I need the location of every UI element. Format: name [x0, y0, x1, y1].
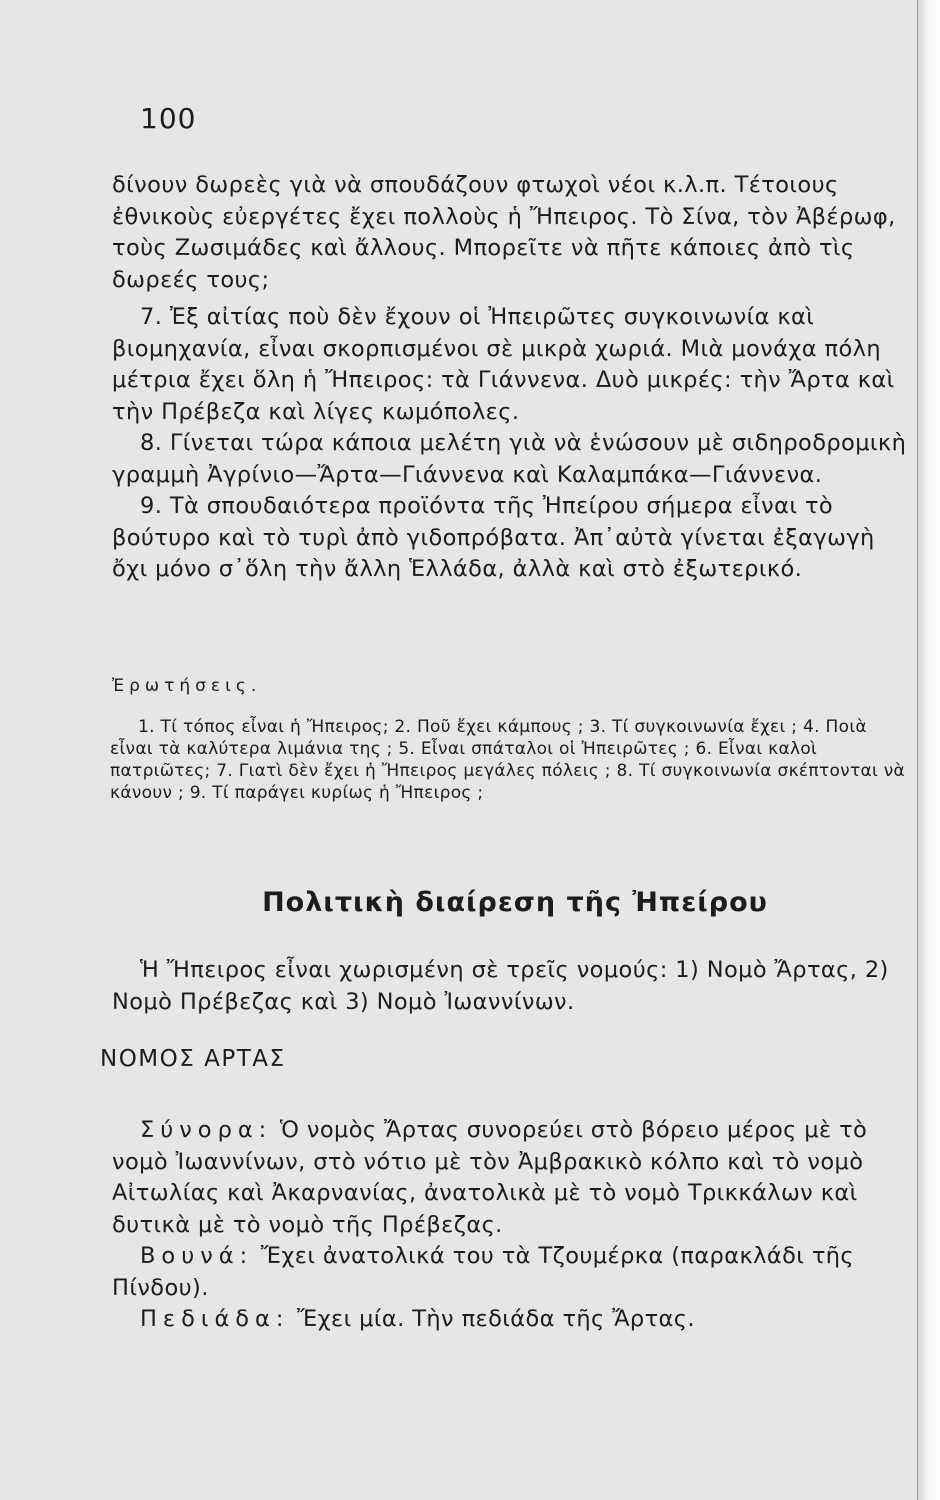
section-intro: Ἡ Ἤπειρος εἶναι χωρισμένη σὲ τρεῖς νομούς: 1) Νομὸ Ἄρτας, 2) Νομὸ Πρέβεζας καὶ 3) Νομὸ Ἰωαννίνων. — [112, 957, 889, 1015]
questions-heading: Ἐρωτήσεις. — [112, 676, 262, 696]
upper-text-block — [112, 170, 912, 586]
nomos-details-block — [112, 1115, 912, 1336]
nomos-heading: ΝΟΜΟΣ ΑΡΤΑΣ — [100, 1046, 286, 1072]
pediada-paragraph — [112, 1304, 912, 1336]
synora-label: Σύνορα: — [140, 1117, 273, 1143]
questions-text: 1. Τί τόπος εἶναι ἡ Ἤπειρος; 2. Ποῦ ἔχει κάμπους ; 3. Τί συγκοινωνία ἔχει ; 4. Ποιὰ εἶναι τὰ καλύτερα λιμάνια της ; 5. Εἶναι σπάταλοι οἱ Ἠπειρῶτες ; 6. Εἶναι καλοὶ πατριῶτες; 7. Γιατὶ δὲν ἔχει ἡ Ἤπειρος μεγάλες πόλεις ; 8. Τί συγκοινωνία σκέπτονται νὰ κάνουν ; 9. Τί παράγει κυρίως ἡ Ἤπειρος ; — [110, 717, 906, 803]
synora-paragraph — [112, 1115, 912, 1241]
page-number: 100 — [140, 102, 197, 135]
continued-paragraph: δίνουν δωρεὲς γιὰ νὰ σπουδάζουν φτωχοὶ νέοι κ.λ.π. Τέτοιους ἐθνικοὺς εὐεργέτες ἔχει πολλοὺς ἡ Ἤπειρος. Τὸ Σίνα, τὸν Ἀβέρωφ, τοὺς Ζωσιμάδες καὶ ἄλλους. Μπορεῖτε νὰ πῆτε κάποιες ἀπὸ τὶς δωρεές τους; — [112, 172, 896, 293]
section-intro-block — [112, 955, 912, 1018]
paragraph-7: 7. Ἐξ αἰτίας ποὺ δὲν ἔχουν οἱ Ἠπειρῶτες συγκοινωνία καὶ βιομηχανία, εἶναι σκορπισμένοι σὲ μικρὰ χωριά. Μιὰ μονάχα πόλη μέτρια ἔχει ὅλη ἡ Ἤπειρος: τὰ Γιάννενα. Δυὸ μικρές: τὴν Ἄρτα καὶ τὴν Πρέβεζα καὶ λίγες κωμόπολες. — [112, 304, 895, 425]
section-title: Πολιτικὴ διαίρεση τῆς Ἠπείρου — [262, 887, 768, 918]
pediada-label: Πεδιάδα: — [140, 1306, 290, 1332]
vouna-label: Βουνά: — [140, 1243, 254, 1269]
vouna-text: Ἔχει ἀνατολικά του τὰ Τζουμέρκα (παρακλάδι τῆς Πίνδου). — [112, 1243, 855, 1301]
pediada-text: Ἔχει μία. Τὴν πεδιάδα τῆς Ἄρτας. — [297, 1306, 695, 1332]
synora-text: Ὁ νομὸς Ἄρτας συνορεύει στὸ βόρειο μέρος μὲ τὸ νομὸ Ἰωαννίνων, στὸ νότιο μὲ τὸν Ἀμβρακικὸ κόλπο καὶ τὸ νομὸ Αἰτωλίας καὶ Ἀκαρνανίας, ἀνατολικὰ μὲ τὸ νομὸ Τρικκάλων καὶ δυτικὰ μὲ τὸ νομὸ τῆς Πρέβεζας. — [112, 1117, 868, 1238]
paragraph-9: 9. Τὰ σπουδαιότερα προϊόντα τῆς Ἠπείρου σήμερα εἶναι τὸ βούτυρο καὶ τὸ τυρὶ ἀπὸ γιδοπρόβατα. Ἀπ᾽αὐτὰ γίνεται ἐξαγωγὴ ὄχι μόνο σ᾽ὅλη τὴν ἄλλη Ἑλλάδα, ἀλλὰ καὶ στὸ ἐξωτερικό. — [112, 493, 875, 582]
vouna-paragraph — [112, 1241, 912, 1304]
page-edge — [917, 0, 940, 1500]
paragraph-8: 8. Γίνεται τώρα κάποια μελέτη γιὰ νὰ ἑνώσουν μὲ σιδηροδρομικὴ γραμμὴ Ἀγρίνιο—Ἄρτα—Γιάννενα καὶ Καλαμπάκα—Γιάννενα. — [112, 430, 907, 488]
questions-block — [110, 716, 910, 804]
